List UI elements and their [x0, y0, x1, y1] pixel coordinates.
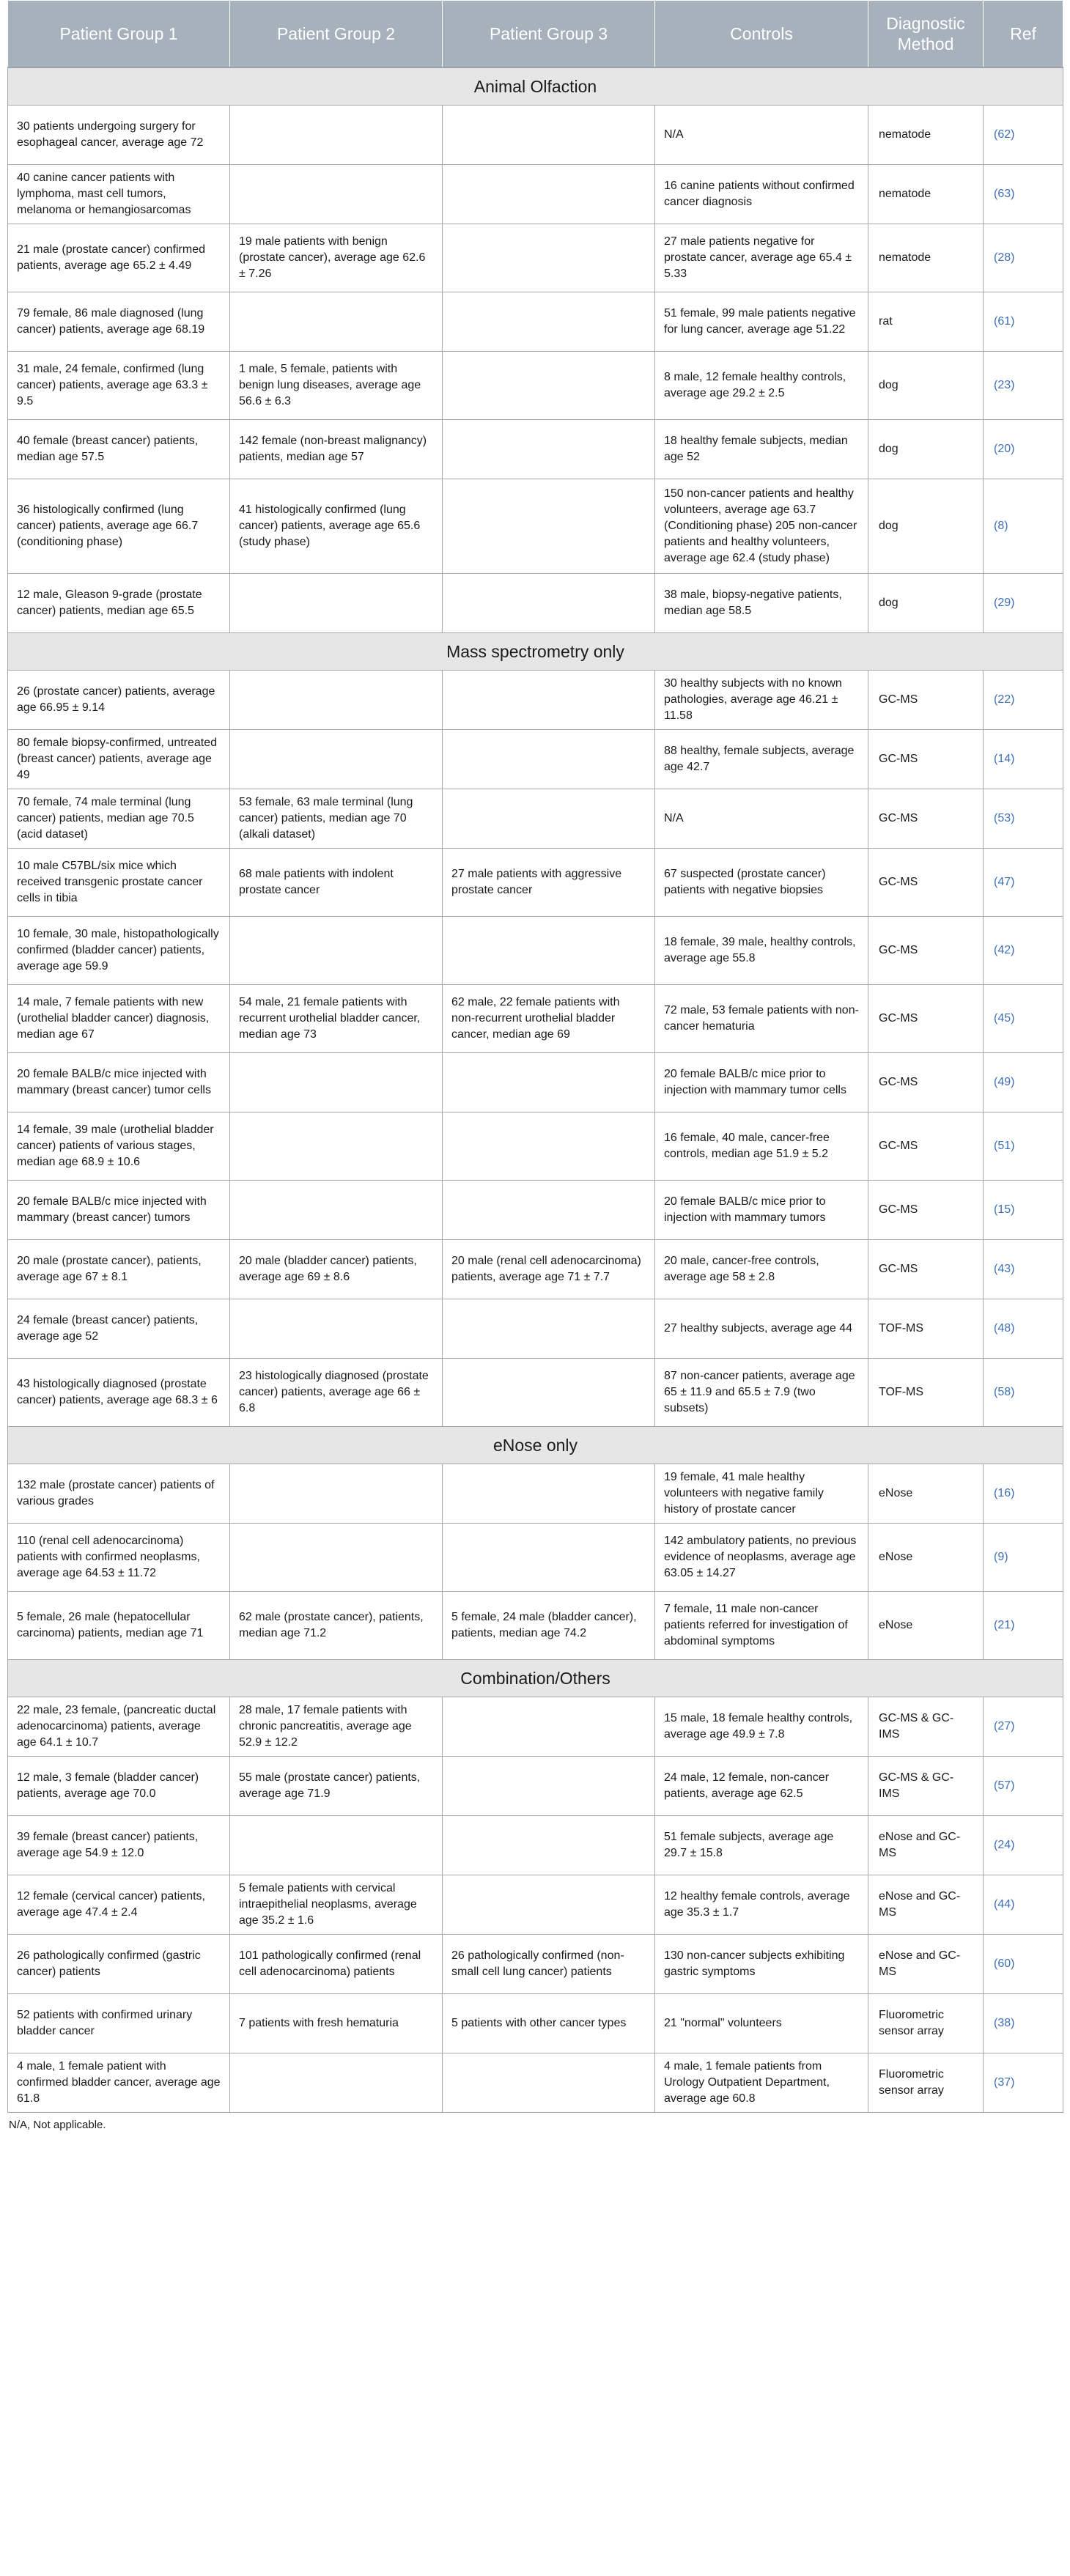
ref-cell[interactable]: (24): [984, 1816, 1063, 1875]
patient-group-2-cell: [230, 1181, 443, 1240]
patient-group-1-cell: 26 pathologically confirmed (gastric cancer) patients: [8, 1935, 230, 1994]
patient-group-2-cell: [230, 1053, 443, 1112]
patient-group-1-cell: 36 histologically confirmed (lung cancer) patients, average age 66.7 (conditioning phase): [8, 479, 230, 574]
data-table: [7, 0, 1063, 2113]
diagnostic-method-cell: eNose: [868, 1592, 984, 1660]
ref-cell[interactable]: (15): [984, 1181, 1063, 1240]
controls-cell: 27 healthy subjects, average age 44: [655, 1299, 868, 1359]
controls-cell: 19 female, 41 male healthy volunteers with negative family history of prostate cancer: [655, 1464, 868, 1524]
section-title: eNose only: [8, 1427, 1063, 1464]
ref-cell[interactable]: (48): [984, 1299, 1063, 1359]
patient-group-3-cell: [443, 292, 655, 352]
patient-group-3-cell: [443, 479, 655, 574]
table-row: [8, 917, 1063, 985]
patient-group-3-cell: [443, 420, 655, 479]
patient-group-3-cell: [443, 224, 655, 292]
controls-cell: 24 male, 12 female, non-cancer patients, average age 62.5: [655, 1757, 868, 1816]
table-row: [8, 1112, 1063, 1181]
table-row: [8, 1757, 1063, 1816]
patient-group-1-cell: 20 female BALB/c mice injected with mammary (breast cancer) tumor cells: [8, 1053, 230, 1112]
patient-group-3-cell: [443, 1757, 655, 1816]
controls-cell: 51 female, 99 male patients negative for lung cancer, average age 51.22: [655, 292, 868, 352]
controls-cell: 72 male, 53 female patients with non-cancer hematuria: [655, 985, 868, 1053]
controls-cell: 18 female, 39 male, healthy controls, average age 55.8: [655, 917, 868, 985]
ref-cell[interactable]: (37): [984, 2053, 1063, 2113]
table-row: [8, 1994, 1063, 2053]
controls-cell: 15 male, 18 female healthy controls, average age 49.9 ± 7.8: [655, 1697, 868, 1757]
diagnostic-method-cell: eNose: [868, 1464, 984, 1524]
patient-group-2-cell: [230, 730, 443, 789]
table-row: [8, 1464, 1063, 1524]
ref-cell[interactable]: (29): [984, 574, 1063, 633]
patient-group-2-cell: 62 male (prostate cancer), patients, median age 71.2: [230, 1592, 443, 1660]
header-cell: Ref: [984, 1, 1063, 68]
header-cell: Patient Group 3: [443, 1, 655, 68]
table-row: [8, 352, 1063, 420]
patient-group-3-cell: 62 male, 22 female patients with non-recurrent urothelial bladder cancer, median age 69: [443, 985, 655, 1053]
section-title: Mass spectrometry only: [8, 633, 1063, 671]
diagnostic-method-cell: rat: [868, 292, 984, 352]
controls-cell: 51 female subjects, average age 29.7 ± 15.8: [655, 1816, 868, 1875]
patient-group-1-cell: 4 male, 1 female patient with confirmed bladder cancer, average age 61.8: [8, 2053, 230, 2113]
controls-cell: 130 non-cancer subjects exhibiting gastric symptoms: [655, 1935, 868, 1994]
ref-cell[interactable]: (28): [984, 224, 1063, 292]
ref-cell[interactable]: (51): [984, 1112, 1063, 1181]
ref-cell[interactable]: (27): [984, 1697, 1063, 1757]
patient-group-2-cell: [230, 574, 443, 633]
patient-group-1-cell: 21 male (prostate cancer) confirmed patients, average age 65.2 ± 4.49: [8, 224, 230, 292]
patient-group-2-cell: 28 male, 17 female patients with chronic pancreatitis, average age 52.9 ± 12.2: [230, 1697, 443, 1757]
patient-group-2-cell: 5 female patients with cervical intraepithelial neoplasms, average age 35.2 ± 1.6: [230, 1875, 443, 1935]
patient-group-2-cell: 55 male (prostate cancer) patients, average age 71.9: [230, 1757, 443, 1816]
patient-group-3-cell: 5 female, 24 male (bladder cancer), patients, median age 74.2: [443, 1592, 655, 1660]
patient-group-2-cell: 19 male patients with benign (prostate cancer), average age 62.6 ± 7.26: [230, 224, 443, 292]
patient-group-2-cell: [230, 106, 443, 165]
table-row: [8, 165, 1063, 224]
table-row: [8, 730, 1063, 789]
patient-group-3-cell: [443, 1299, 655, 1359]
patient-group-1-cell: 40 female (breast cancer) patients, median age 57.5: [8, 420, 230, 479]
patient-group-3-cell: [443, 1053, 655, 1112]
table-row: [8, 1816, 1063, 1875]
patient-group-2-cell: [230, 1524, 443, 1592]
ref-cell[interactable]: (61): [984, 292, 1063, 352]
patient-group-1-cell: 12 male, 3 female (bladder cancer) patients, average age 70.0: [8, 1757, 230, 1816]
ref-cell[interactable]: (8): [984, 479, 1063, 574]
ref-cell[interactable]: (60): [984, 1935, 1063, 1994]
table-row: [8, 1875, 1063, 1935]
patient-group-3-cell: [443, 789, 655, 849]
patient-group-1-cell: 20 female BALB/c mice injected with mammary (breast cancer) tumors: [8, 1181, 230, 1240]
patient-group-3-cell: [443, 1181, 655, 1240]
table-row: [8, 671, 1063, 730]
diagnostic-method-cell: GC-MS & GC-IMS: [868, 1757, 984, 1816]
controls-cell: 142 ambulatory patients, no previous evidence of neoplasms, average age 63.05 ± 14.27: [655, 1524, 868, 1592]
patient-group-2-cell: 68 male patients with indolent prostate cancer: [230, 849, 443, 917]
diagnostic-method-cell: dog: [868, 420, 984, 479]
patient-group-1-cell: 20 male (prostate cancer), patients, average age 67 ± 8.1: [8, 1240, 230, 1299]
patient-group-3-cell: [443, 1875, 655, 1935]
controls-cell: 8 male, 12 female healthy controls, average age 29.2 ± 2.5: [655, 352, 868, 420]
diagnostic-method-cell: nematode: [868, 165, 984, 224]
diagnostic-method-cell: eNose and GC-MS: [868, 1816, 984, 1875]
controls-cell: 4 male, 1 female patients from Urology Outpatient Department, average age 60.8: [655, 2053, 868, 2113]
patient-group-1-cell: 14 male, 7 female patients with new (urothelial bladder cancer) diagnosis, median age 67: [8, 985, 230, 1053]
diagnostic-method-cell: GC-MS: [868, 1181, 984, 1240]
ref-cell[interactable]: (21): [984, 1592, 1063, 1660]
controls-cell: 150 non-cancer patients and healthy volunteers, average age 63.7 (Conditioning phase) 205 non-cancer patients and healthy volunteers, average age 62.4 (study phase): [655, 479, 868, 574]
diagnostic-method-cell: GC-MS & GC-IMS: [868, 1697, 984, 1757]
patient-group-2-cell: 53 female, 63 male terminal (lung cancer) patients, median age 70 (alkali dataset): [230, 789, 443, 849]
patient-group-1-cell: 12 female (cervical cancer) patients, average age 47.4 ± 2.4: [8, 1875, 230, 1935]
patient-group-3-cell: [443, 1359, 655, 1427]
ref-cell[interactable]: (43): [984, 1240, 1063, 1299]
patient-group-2-cell: 101 pathologically confirmed (renal cell adenocarcinoma) patients: [230, 1935, 443, 1994]
ref-cell[interactable]: (22): [984, 671, 1063, 730]
ref-cell[interactable]: (47): [984, 849, 1063, 917]
patient-group-1-cell: 14 female, 39 male (urothelial bladder cancer) patients of various stages, median age 68.9 ± 10.6: [8, 1112, 230, 1181]
patient-group-1-cell: 30 patients undergoing surgery for esophageal cancer, average age 72: [8, 106, 230, 165]
ref-cell[interactable]: (44): [984, 1875, 1063, 1935]
section-title: Combination/Others: [8, 1660, 1063, 1697]
patient-group-1-cell: 22 male, 23 female, (pancreatic ductal adenocarcinoma) patients, average age 64.1 ± 10.7: [8, 1697, 230, 1757]
diagnostic-method-cell: eNose and GC-MS: [868, 1875, 984, 1935]
patient-group-1-cell: 43 histologically diagnosed (prostate cancer) patients, average age 68.3 ± 6: [8, 1359, 230, 1427]
patient-group-1-cell: 110 (renal cell adenocarcinoma) patients with confirmed neoplasms, average age 64.53 ± 11.72: [8, 1524, 230, 1592]
controls-cell: 87 non-cancer patients, average age 65 ± 11.9 and 65.5 ± 7.9 (two subsets): [655, 1359, 868, 1427]
table-row: [8, 849, 1063, 917]
patient-group-3-cell: [443, 165, 655, 224]
patient-group-3-cell: 26 pathologically confirmed (non-small cell lung cancer) patients: [443, 1935, 655, 1994]
table-row: [8, 1359, 1063, 1427]
patient-group-1-cell: 31 male, 24 female, confirmed (lung cancer) patients, average age 63.3 ± 9.5: [8, 352, 230, 420]
diagnostic-method-cell: TOF-MS: [868, 1299, 984, 1359]
patient-group-3-cell: [443, 1697, 655, 1757]
controls-cell: 21 "normal" volunteers: [655, 1994, 868, 2053]
table-row: [8, 574, 1063, 633]
diagnostic-method-cell: eNose and GC-MS: [868, 1935, 984, 1994]
patient-group-3-cell: [443, 1524, 655, 1592]
patient-group-2-cell: [230, 2053, 443, 2113]
patient-group-2-cell: [230, 917, 443, 985]
patient-group-1-cell: 10 male C57BL/six mice which received transgenic prostate cancer cells in tibia: [8, 849, 230, 917]
ref-cell[interactable]: (49): [984, 1053, 1063, 1112]
controls-cell: 20 male, cancer-free controls, average age 58 ± 2.8: [655, 1240, 868, 1299]
patient-group-1-cell: 70 female, 74 male terminal (lung cancer) patients, median age 70.5 (acid dataset): [8, 789, 230, 849]
table-row: [8, 1524, 1063, 1592]
diagnostic-method-cell: GC-MS: [868, 1240, 984, 1299]
header-cell: Patient Group 1: [8, 1, 230, 68]
controls-cell: 18 healthy female subjects, median age 52: [655, 420, 868, 479]
diagnostic-method-cell: Fluorometric sensor array: [868, 2053, 984, 2113]
diagnostic-method-cell: GC-MS: [868, 985, 984, 1053]
ref-cell[interactable]: (42): [984, 917, 1063, 985]
table-row: [8, 1053, 1063, 1112]
controls-cell: 38 male, biopsy-negative patients, median age 58.5: [655, 574, 868, 633]
table-row: [8, 789, 1063, 849]
table-row: [8, 985, 1063, 1053]
section-row: [8, 1660, 1063, 1697]
patient-group-2-cell: [230, 1464, 443, 1524]
ref-cell[interactable]: (16): [984, 1464, 1063, 1524]
diagnostic-method-cell: GC-MS: [868, 917, 984, 985]
ref-cell[interactable]: (14): [984, 730, 1063, 789]
patient-group-1-cell: 79 female, 86 male diagnosed (lung cancer) patients, average age 68.19: [8, 292, 230, 352]
section-row: [8, 67, 1063, 106]
diagnostic-method-cell: GC-MS: [868, 730, 984, 789]
patient-group-1-cell: 26 (prostate cancer) patients, average age 66.95 ± 9.14: [8, 671, 230, 730]
patient-group-2-cell: [230, 1299, 443, 1359]
section-title: Animal Olfaction: [8, 67, 1063, 106]
table-row: [8, 1240, 1063, 1299]
header-cell: Controls: [655, 1, 868, 68]
ref-cell[interactable]: (38): [984, 1994, 1063, 2053]
diagnostic-method-cell: dog: [868, 352, 984, 420]
header-cell: Diagnostic Method: [868, 1, 984, 68]
patient-group-1-cell: 5 female, 26 male (hepatocellular carcinoma) patients, median age 71: [8, 1592, 230, 1660]
controls-cell: 20 female BALB/c mice prior to injection with mammary tumors: [655, 1181, 868, 1240]
table-row: [8, 1181, 1063, 1240]
table-body: [8, 67, 1063, 2113]
header-cell: Patient Group 2: [230, 1, 443, 68]
patient-group-3-cell: [443, 106, 655, 165]
patient-group-2-cell: 7 patients with fresh hematuria: [230, 1994, 443, 2053]
ref-cell[interactable]: (58): [984, 1359, 1063, 1427]
patient-group-3-cell: 20 male (renal cell adenocarcinoma) patients, average age 71 ± 7.7: [443, 1240, 655, 1299]
diagnostic-method-cell: TOF-MS: [868, 1359, 984, 1427]
table-row: [8, 420, 1063, 479]
diagnostic-method-cell: GC-MS: [868, 1053, 984, 1112]
table-row: [8, 1935, 1063, 1994]
ref-cell[interactable]: (57): [984, 1757, 1063, 1816]
table-row: [8, 479, 1063, 574]
diagnostic-method-cell: nematode: [868, 106, 984, 165]
patient-group-2-cell: 41 histologically confirmed (lung cancer) patients, average age 65.6 (study phase): [230, 479, 443, 574]
controls-cell: 16 female, 40 male, cancer-free controls, median age 51.9 ± 5.2: [655, 1112, 868, 1181]
patient-group-3-cell: [443, 352, 655, 420]
ref-cell[interactable]: (53): [984, 789, 1063, 849]
patient-group-2-cell: 54 male, 21 female patients with recurrent urothelial bladder cancer, median age 73: [230, 985, 443, 1053]
table-row: [8, 106, 1063, 165]
controls-cell: N/A: [655, 106, 868, 165]
ref-cell[interactable]: (63): [984, 165, 1063, 224]
diagnostic-method-cell: dog: [868, 479, 984, 574]
diagnostic-method-cell: nematode: [868, 224, 984, 292]
table-row: [8, 1299, 1063, 1359]
diagnostic-method-cell: GC-MS: [868, 789, 984, 849]
patient-group-2-cell: 20 male (bladder cancer) patients, average age 69 ± 8.6: [230, 1240, 443, 1299]
patient-group-2-cell: [230, 292, 443, 352]
ref-cell[interactable]: (20): [984, 420, 1063, 479]
controls-cell: N/A: [655, 789, 868, 849]
controls-cell: 88 healthy, female subjects, average age 42.7: [655, 730, 868, 789]
patient-group-3-cell: [443, 730, 655, 789]
diagnostic-method-cell: GC-MS: [868, 849, 984, 917]
controls-cell: 67 suspected (prostate cancer) patients with negative biopsies: [655, 849, 868, 917]
header-row: [8, 1, 1063, 68]
patient-group-1-cell: 12 male, Gleason 9-grade (prostate cancer) patients, median age 65.5: [8, 574, 230, 633]
table-row: [8, 224, 1063, 292]
controls-cell: 30 healthy subjects with no known pathologies, average age 46.21 ± 11.58: [655, 671, 868, 730]
diagnostic-method-cell: Fluorometric sensor array: [868, 1994, 984, 2053]
patient-group-2-cell: 142 female (non-breast malignancy) patients, median age 57: [230, 420, 443, 479]
ref-cell[interactable]: (23): [984, 352, 1063, 420]
table-row: [8, 2053, 1063, 2113]
patient-group-1-cell: 132 male (prostate cancer) patients of various grades: [8, 1464, 230, 1524]
table-row: [8, 292, 1063, 352]
section-row: [8, 633, 1063, 671]
patient-group-2-cell: [230, 165, 443, 224]
patient-group-3-cell: 27 male patients with aggressive prostate cancer: [443, 849, 655, 917]
controls-cell: 7 female, 11 male non-cancer patients referred for investigation of abdominal symptoms: [655, 1592, 868, 1660]
patient-group-3-cell: [443, 671, 655, 730]
patient-group-2-cell: [230, 1112, 443, 1181]
ref-cell[interactable]: (45): [984, 985, 1063, 1053]
table-row: [8, 1592, 1063, 1660]
diagnostic-method-cell: dog: [868, 574, 984, 633]
diagnostic-method-cell: GC-MS: [868, 671, 984, 730]
ref-cell[interactable]: (9): [984, 1524, 1063, 1592]
patient-group-3-cell: 5 patients with other cancer types: [443, 1994, 655, 2053]
patient-group-1-cell: 24 female (breast cancer) patients, average age 52: [8, 1299, 230, 1359]
patient-group-3-cell: [443, 1816, 655, 1875]
controls-cell: 20 female BALB/c mice prior to injection with mammary tumor cells: [655, 1053, 868, 1112]
patient-group-1-cell: 10 female, 30 male, histopathologically confirmed (bladder cancer) patients, average age 59.9: [8, 917, 230, 985]
patient-group-3-cell: [443, 1464, 655, 1524]
controls-cell: 27 male patients negative for prostate cancer, average age 65.4 ± 5.33: [655, 224, 868, 292]
patient-group-2-cell: 23 histologically diagnosed (prostate cancer) patients, average age 66 ± 6.8: [230, 1359, 443, 1427]
patient-group-3-cell: [443, 574, 655, 633]
patient-group-3-cell: [443, 1112, 655, 1181]
ref-cell[interactable]: (62): [984, 106, 1063, 165]
diagnostic-method-cell: GC-MS: [868, 1112, 984, 1181]
patient-group-1-cell: 39 female (breast cancer) patients, average age 54.9 ± 12.0: [8, 1816, 230, 1875]
patient-group-1-cell: 52 patients with confirmed urinary bladder cancer: [8, 1994, 230, 2053]
patient-group-1-cell: 80 female biopsy-confirmed, untreated (breast cancer) patients, average age 49: [8, 730, 230, 789]
patient-group-2-cell: [230, 671, 443, 730]
controls-cell: 12 healthy female controls, average age 35.3 ± 1.7: [655, 1875, 868, 1935]
table-row: [8, 1697, 1063, 1757]
controls-cell: 16 canine patients without confirmed cancer diagnosis: [655, 165, 868, 224]
patient-group-2-cell: [230, 1816, 443, 1875]
patient-group-1-cell: 40 canine cancer patients with lymphoma, mast cell tumors, melanoma or hemangiosarcomas: [8, 165, 230, 224]
footnote: N/A, Not applicable.: [9, 2119, 106, 2131]
diagnostic-method-cell: eNose: [868, 1524, 984, 1592]
patient-group-3-cell: [443, 2053, 655, 2113]
patient-group-3-cell: [443, 917, 655, 985]
section-row: [8, 1427, 1063, 1464]
patient-group-2-cell: 1 male, 5 female, patients with benign lung diseases, average age 56.6 ± 6.3: [230, 352, 443, 420]
